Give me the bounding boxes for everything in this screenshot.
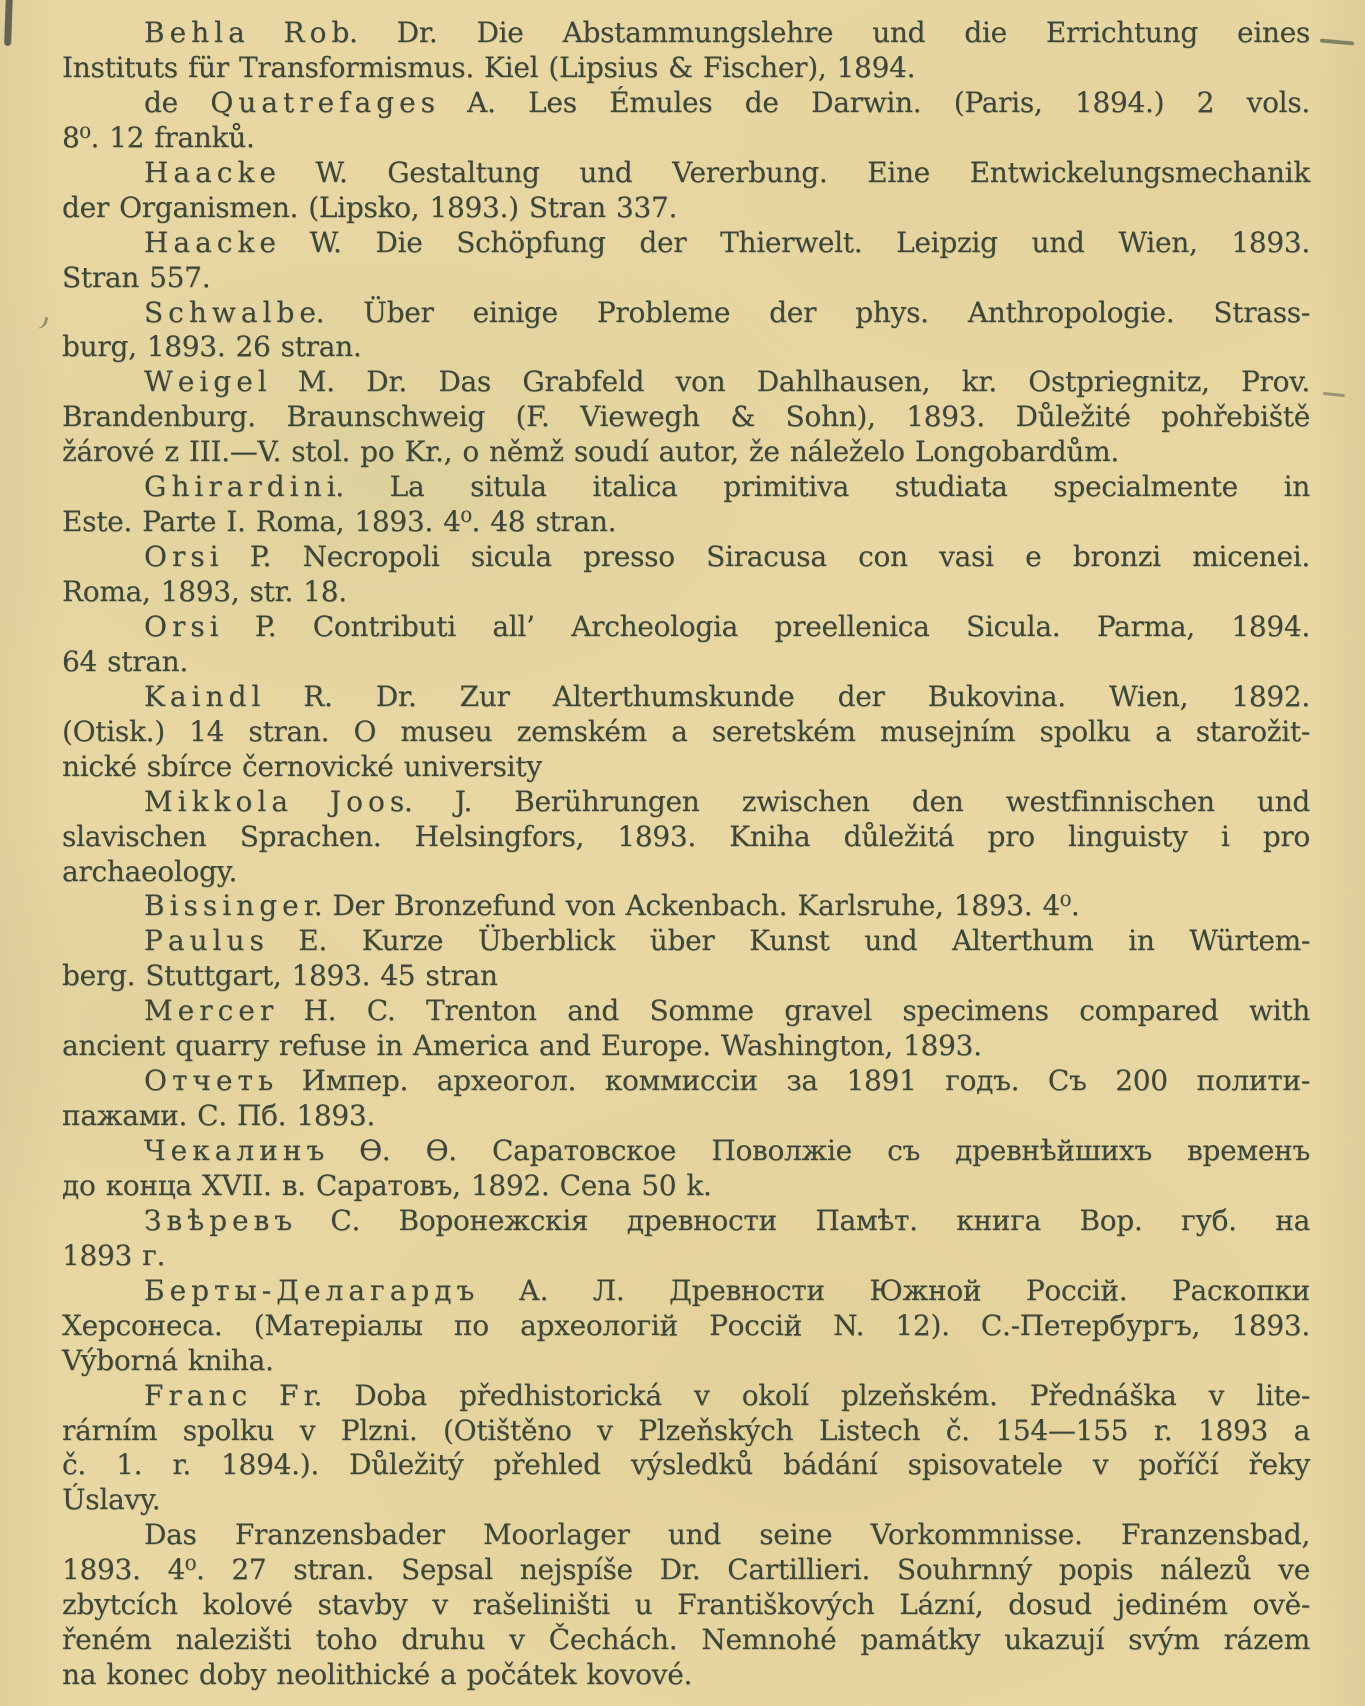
bibliography-entry — [62, 680, 1310, 785]
bibliography-entry — [62, 470, 1310, 540]
bibliography-entry — [62, 889, 1310, 924]
text-line: О т ч е т ь Импер. археогол. коммиссіи за 1891 годъ. Съ 200 полити- — [144, 1064, 1310, 1098]
text-line: der Organismen. (Lipsko, 1893.) Stran 337. — [62, 190, 678, 224]
text-line: Херсонеса. (Матеріалы по археологій Россій N. 12). С.-Петербургъ, 1893. — [62, 1308, 1310, 1342]
text-line: O r s i P. Necropoli sicula presso Siracusa con vasi e bronzi micenei. — [144, 540, 1310, 574]
text-line: B i s s i n g e r. Der Bronzefund von Ackenbach. Karlsruhe, 1893. 4⁰. — [144, 889, 1080, 923]
bibliography-entry — [62, 296, 1310, 366]
text-line: Výborná kniha. — [62, 1343, 274, 1377]
text-line: G h i r a r d i n i. La situla italica primitiva studiata specialmente in — [144, 470, 1310, 504]
text-line: Instituts für Transformismus. Kiel (Lipsius & Fischer), 1894. — [62, 50, 916, 84]
text-line: burg, 1893. 26 stran. — [62, 330, 362, 364]
text-line: O r s i P. Contributi all’ Archeologia preellenica Sicula. Parma, 1894. — [144, 609, 1310, 643]
bibliography-entry — [62, 540, 1310, 610]
bibliography-entry — [62, 226, 1310, 296]
text-line: archaeology. — [62, 854, 238, 888]
text-line: M i k k o l a J o o s. J. Berührungen zwischen den westfinnischen und — [144, 784, 1310, 818]
text-line: P a u l u s E. Kurze Überblick über Kunst und Alterthum in Würtem- — [144, 924, 1310, 958]
ink-smudge-corner — [4, 0, 13, 46]
text-line: Stran 557. — [62, 260, 211, 294]
text-line: nické sbírce černovické university — [62, 749, 542, 783]
text-line: Ч е к а л и н ъ Ѳ. Ѳ. Саратовское Поволжіе съ древнѣйшихъ временъ — [144, 1134, 1310, 1167]
text-line: zbytcích kolové stavby v rašeliništi u Františkových Lázní, dosud jediném ově- — [62, 1588, 1310, 1622]
scan-mark-right-top — [1320, 39, 1354, 46]
scan-mark-right-mid — [1323, 392, 1345, 397]
bibliography-list — [62, 16, 1310, 1693]
bibliography-entry — [62, 1064, 1310, 1134]
text-line: 8⁰. 12 franků. — [62, 120, 255, 154]
text-line: K a i n d l R. Dr. Zur Alterthumskunde der Bukovina. Wien, 1892. — [144, 679, 1310, 713]
text-line: Б е р т ы - Д е л а г а р д ъ А. Л. Древности Южной Россій. Раскопки — [144, 1273, 1310, 1307]
text-line: de Q u a t r e f a g e s A. Les Émules de Darwin. (Paris, 1894.) 2 vols. — [144, 85, 1310, 119]
bibliography-entry — [62, 1379, 1310, 1519]
text-line: Roma, 1893, str. 18. — [62, 575, 347, 608]
text-line: до конца XVII. в. Саратовъ, 1892. Cena 50 k. — [62, 1168, 712, 1202]
text-line: S c h w a l b e. Über einige Probleme der phys. Anthropologie. Strass- — [144, 295, 1310, 329]
bibliography-entry — [62, 994, 1310, 1064]
text-line: W e i g e l M. Dr. Das Grabfeld von Dahlhausen, kr. Ostpriegnitz, Prov. — [144, 365, 1310, 399]
text-line: H a a c k e W. Gestaltung und Vererbung. Eine Entwickelungsmechanik — [144, 155, 1310, 189]
bibliography-entry — [62, 1518, 1310, 1693]
scan-mark-left-margin — [35, 315, 49, 330]
text-line: Das Franzensbader Moorlager und seine Vorkommnisse. Franzensbad, — [144, 1518, 1310, 1552]
text-line: Este. Parte I. Roma, 1893. 4⁰. 48 stran. — [62, 505, 617, 539]
bibliography-entry — [62, 365, 1310, 470]
bibliography-entry — [62, 1274, 1310, 1379]
text-line: M e r c e r H. C. Trenton and Somme gravel specimens compared with — [144, 994, 1310, 1028]
text-line: rárním spolku v Plzni. (Otištěno v Plzeňských Listech č. 154—155 r. 1893 a — [62, 1413, 1310, 1447]
text-line: (Otisk.) 14 stran. O museu zemském a seretském musejním spolku a starožit- — [62, 714, 1310, 748]
bibliography-entry — [62, 16, 1310, 86]
text-line: F r a n c F r. Doba předhistorická v okolí plzeňském. Přednáška v lite- — [144, 1378, 1310, 1412]
text-line: З в ѣ р е в ъ С. Воронежскія древности Памѣт. книга Вор. губ. на — [144, 1203, 1310, 1237]
bibliography-entry — [62, 610, 1310, 680]
text-line: slavischen Sprachen. Helsingfors, 1893. Kniha důležitá pro linguisty i pro — [62, 819, 1310, 853]
text-line: пажами. С. Пб. 1893. — [62, 1099, 376, 1133]
text-line: ancient quarry refuse in America and Europe. Washington, 1893. — [62, 1029, 982, 1063]
bibliography-entry — [62, 1134, 1310, 1204]
text-line: H a a c k e W. Die Schöpfung der Thierwelt. Leipzig und Wien, 1893. — [144, 225, 1310, 259]
bibliography-entry — [62, 924, 1310, 994]
text-line: řeném nalezišti toho druhu v Čechách. Nemnohé památky ukazují svým rázem — [62, 1623, 1310, 1657]
bibliography-entry — [62, 785, 1310, 890]
text-line: berg. Stuttgart, 1893. 45 stran — [62, 959, 498, 993]
text-line: 64 stran. — [62, 644, 188, 678]
bibliography-entry — [62, 86, 1310, 156]
text-line: žárové z III.—V. stol. po Kr., o němž soudí autor, že náleželo Longobardům. — [62, 435, 1119, 469]
bibliography-entry — [62, 156, 1310, 226]
text-line: 1893. 4⁰. 27 stran. Sepsal nejspíše Dr. Cartillieri. Souhrnný popis nálezů ve — [62, 1553, 1310, 1587]
text-line: č. 1. r. 1894.). Důležitý přehled výsledků bádání spisovatele v poříčí řeky — [62, 1448, 1310, 1482]
text-line: B e h l a R o b. Dr. Die Abstammungslehre und die Errichtung eines — [144, 16, 1310, 49]
text-line: Úslavy. — [62, 1483, 161, 1517]
text-line: 1893 г. — [62, 1238, 166, 1272]
text-line: Brandenburg. Braunschweig (F. Viewegh & Sohn), 1893. Důležité pohřebiště — [62, 400, 1310, 434]
bibliography-entry — [62, 1204, 1310, 1274]
text-line: na konec doby neolithické a počátek kovové. — [62, 1658, 693, 1692]
